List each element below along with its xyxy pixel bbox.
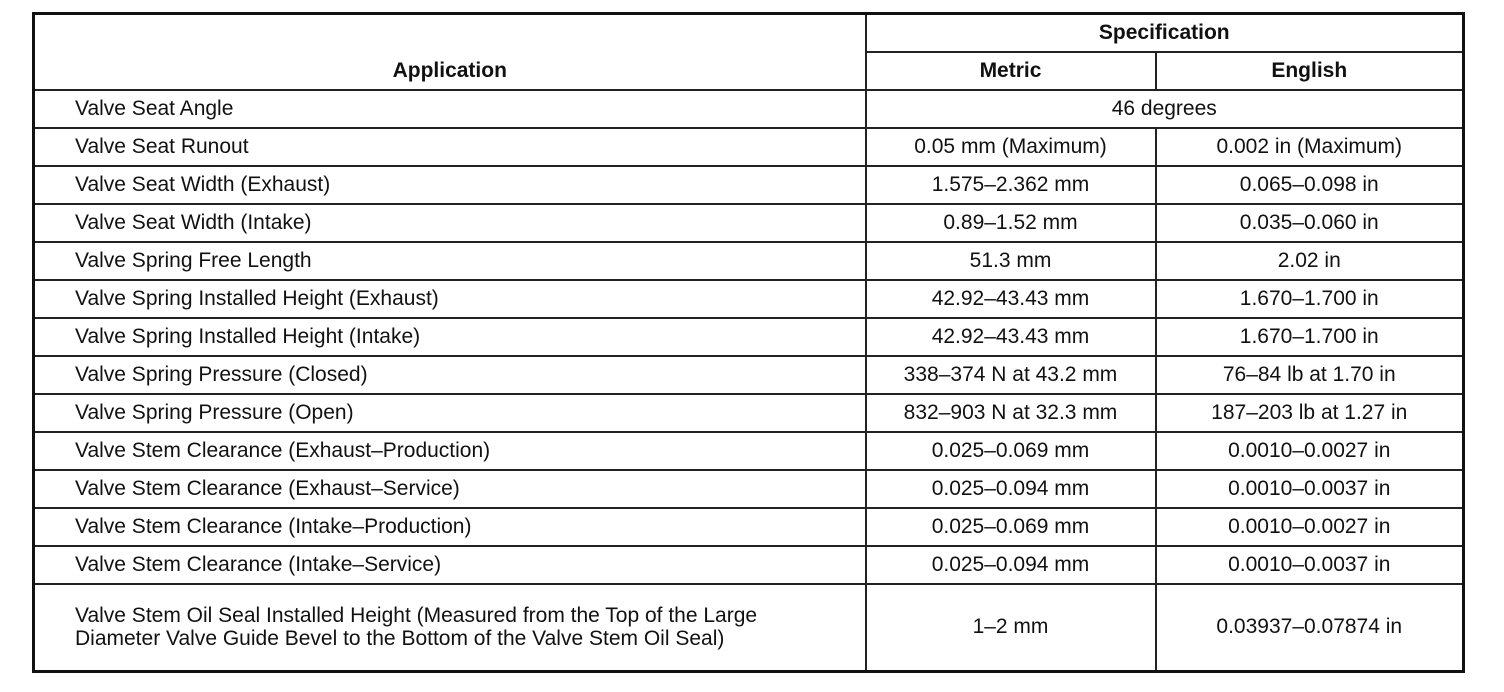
table-row <box>34 280 1464 318</box>
metric-cell: 42.92–43.43 mm <box>866 318 1156 356</box>
metric-cell: 0.025–0.094 mm <box>866 546 1156 584</box>
header-specification: Specification <box>866 14 1464 52</box>
application-cell: Valve Seat Runout <box>34 128 866 166</box>
metric-cell: 832–903 N at 32.3 mm <box>866 394 1156 432</box>
header-application: Application <box>34 14 866 90</box>
table-row <box>34 318 1464 356</box>
table-row <box>34 204 1464 242</box>
application-cell: Valve Seat Width (Exhaust) <box>34 166 866 204</box>
table-row <box>34 584 1464 672</box>
header-english: English <box>1156 52 1464 90</box>
combined-value-cell: 46 degrees <box>866 90 1464 128</box>
english-cell: 1.670–1.700 in <box>1156 318 1464 356</box>
table-row <box>34 432 1464 470</box>
english-cell: 0.002 in (Maximum) <box>1156 128 1464 166</box>
application-cell: Valve Spring Pressure (Open) <box>34 394 866 432</box>
table-row <box>34 128 1464 166</box>
english-cell: 0.035–0.060 in <box>1156 204 1464 242</box>
table-row <box>34 394 1464 432</box>
metric-cell: 1–2 mm <box>866 584 1156 672</box>
table-row <box>34 546 1464 584</box>
metric-cell: 0.025–0.069 mm <box>866 432 1156 470</box>
application-cell: Valve Stem Clearance (Intake–Production) <box>34 508 866 546</box>
table-row <box>34 242 1464 280</box>
metric-cell: 338–374 N at 43.2 mm <box>866 356 1156 394</box>
application-cell: Valve Seat Width (Intake) <box>34 204 866 242</box>
english-cell: 0.0010–0.0027 in <box>1156 432 1464 470</box>
table-row <box>34 90 1464 128</box>
english-cell: 0.0010–0.0037 in <box>1156 470 1464 508</box>
metric-cell: 1.575–2.362 mm <box>866 166 1156 204</box>
table-row <box>34 356 1464 394</box>
application-cell: Valve Spring Installed Height (Intake) <box>34 318 866 356</box>
english-cell: 1.670–1.700 in <box>1156 280 1464 318</box>
application-cell: Valve Spring Installed Height (Exhaust) <box>34 280 866 318</box>
application-cell: Valve Stem Clearance (Exhaust–Service) <box>34 470 866 508</box>
metric-cell: 42.92–43.43 mm <box>866 280 1156 318</box>
metric-cell: 0.025–0.094 mm <box>866 470 1156 508</box>
english-cell: 0.065–0.098 in <box>1156 166 1464 204</box>
metric-cell: 0.05 mm (Maximum) <box>866 128 1156 166</box>
metric-cell: 51.3 mm <box>866 242 1156 280</box>
application-cell: Valve Stem Clearance (Intake–Service) <box>34 546 866 584</box>
table-row <box>34 166 1464 204</box>
application-cell: Valve Spring Free Length <box>34 242 866 280</box>
application-cell: Valve Seat Angle <box>34 90 866 128</box>
header-metric: Metric <box>866 52 1156 90</box>
english-cell: 2.02 in <box>1156 242 1464 280</box>
metric-cell: 0.89–1.52 mm <box>866 204 1156 242</box>
table-row <box>34 470 1464 508</box>
specification-table <box>32 12 1465 673</box>
metric-cell: 0.025–0.069 mm <box>866 508 1156 546</box>
english-cell: 0.03937–0.07874 in <box>1156 584 1464 672</box>
english-cell: 187–203 lb at 1.27 in <box>1156 394 1464 432</box>
english-cell: 76–84 lb at 1.70 in <box>1156 356 1464 394</box>
application-cell: Valve Stem Clearance (Exhaust–Production) <box>34 432 866 470</box>
table-row <box>34 508 1464 546</box>
application-cell: Valve Stem Oil Seal Installed Height (Measured from the Top of the Large Diameter Valve Guide Bevel to the Bottom of the Valve Stem Oil Seal) <box>34 584 866 672</box>
english-cell: 0.0010–0.0027 in <box>1156 508 1464 546</box>
english-cell: 0.0010–0.0037 in <box>1156 546 1464 584</box>
application-cell: Valve Spring Pressure (Closed) <box>34 356 866 394</box>
